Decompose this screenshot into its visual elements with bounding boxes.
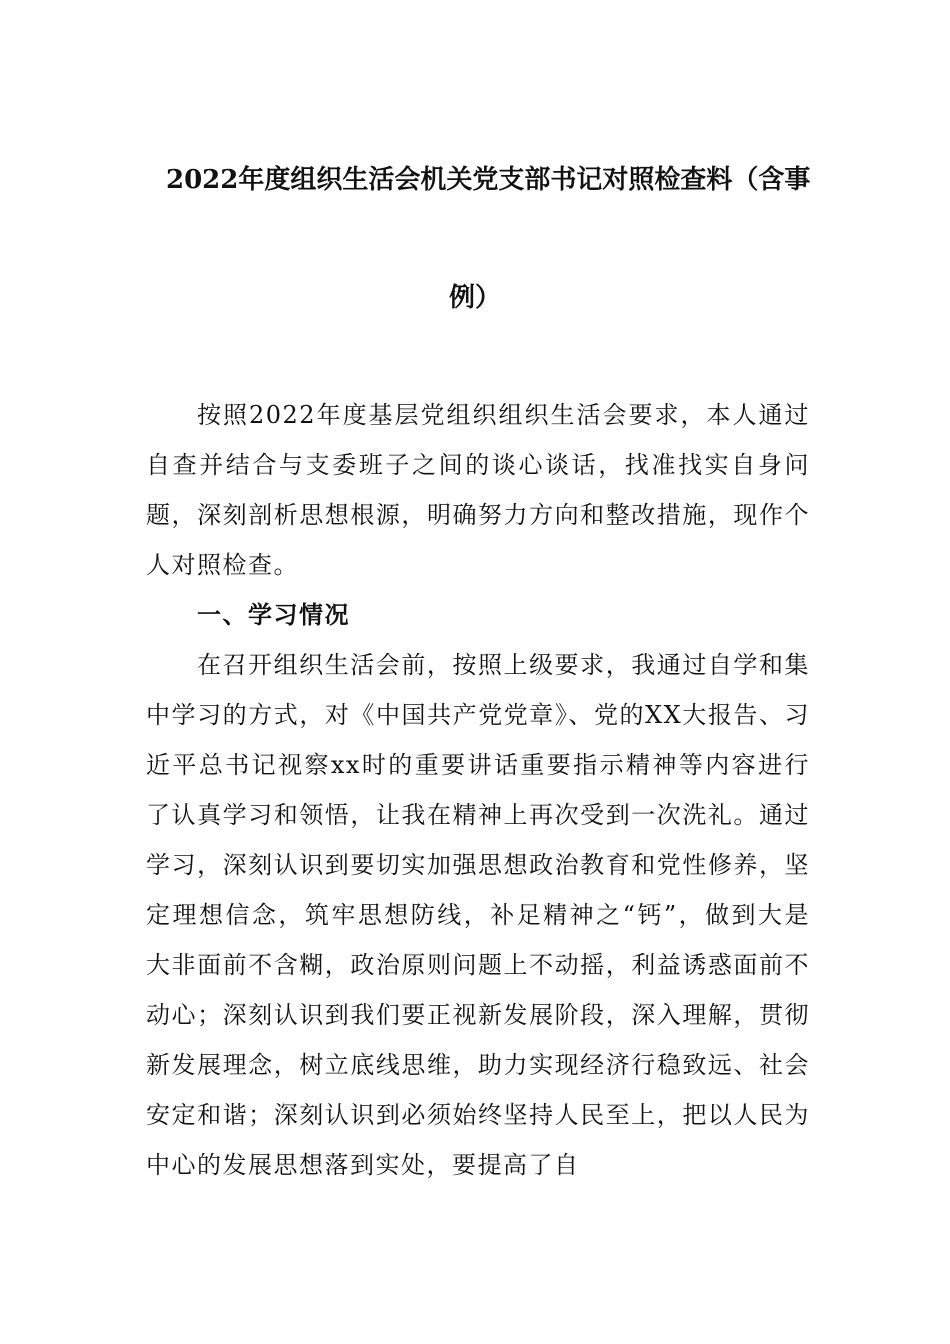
study-paragraph: 在召开组织生活会前，按照上级要求，我通过自学和集中学习的方式，对《中国共产党党章》、党的XX大报告、习近平总书记视察xx时的重要讲话重要指示精神等内容进行了认真学习和领悟，让我在精神上再次受到一次洗礼。通过学习，深刻认识到要切实加强思想政治教育和党性修养，坚定理想信念，筑牢思想防线，补足精神之“钙”，做到大是大非面前不含糊，政治原则问题上不动摇，利益诱惑面前不动心；深刻认识到我们要正视新发展阶段，深入理解，贯彻新发展理念，树立底线思维，助力实现经济行稳致远、社会安定和谐；深刻认识到必须始终坚持人民至上，把以人民为中心的发展思想落到实处，要提高了自: [146, 651, 810, 1179]
section-heading-study: 一、学习情况: [197, 600, 350, 629]
document-title-line-2: 例）: [449, 283, 502, 313]
document-title-line-1: 2022年度组织生活会机关党支部书记对照检查料（含事: [166, 165, 811, 195]
intro-paragraph: 按照2022年度基层党组织组织生活会要求，本人通过自查并结合与支委班子之间的谈心谈话，找准找实自身问题，深刻剖析思想根源，明确努力方向和整改措施，现作个人对照检查。: [146, 401, 810, 579]
